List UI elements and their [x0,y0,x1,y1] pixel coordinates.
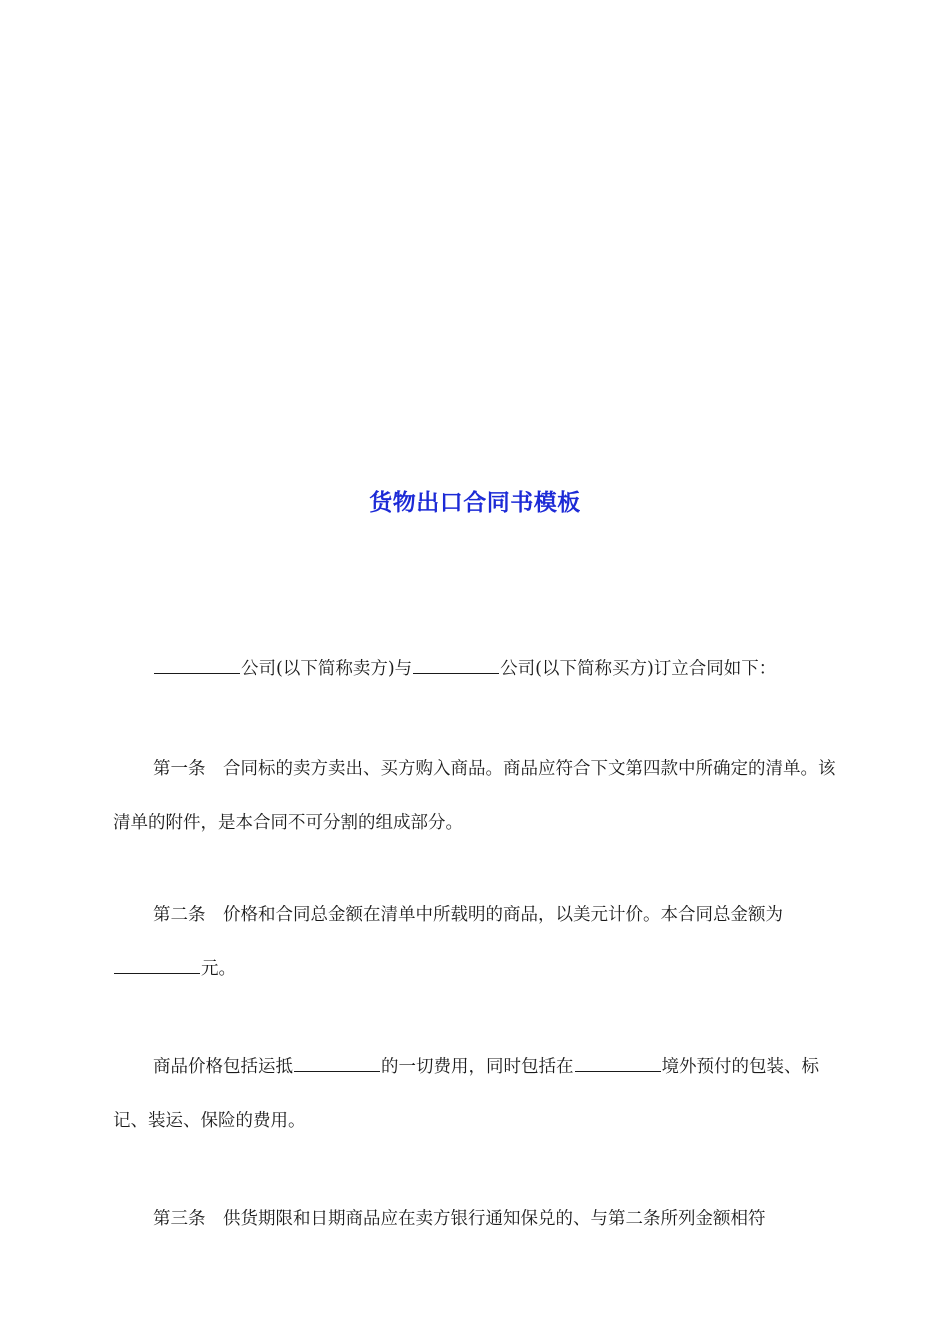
article-1-text: 第一条 合同标的卖方卖出、买方购入商品。商品应符合下文第四款中所确定的清单。该清单的附件，是本合同不可分割的组成部分。 [113,759,836,833]
buyer-name-blank [413,655,499,674]
article-2-text-1: 第二条 价格和合同总金额在清单中所载明的商品，以美元计价。本合同总金额为 [153,905,783,925]
intro-text-2: 公司(以下简称买方)订立合同如下： [500,659,777,679]
article-3-paragraph [113,1192,843,1246]
origin-blank [575,1053,661,1072]
article-2-paragraph [113,888,843,996]
intro-paragraph [113,642,843,696]
intro-text-1: 公司(以下简称卖方)与 [241,659,413,679]
seller-name-blank [154,655,240,674]
price-clause-text-1: 商品价格包括运抵 [153,1057,293,1077]
total-amount-blank [114,955,200,974]
price-clause-text-2: 的一切费用，同时包括在 [381,1057,574,1077]
article-2-text-2: 元。 [201,959,236,979]
article-3-text: 第三条 供货期限和日期商品应在卖方银行通知保兑的、与第二条所列金额相符 [153,1209,766,1229]
article-1-paragraph [113,742,843,850]
price-clause-text-3: 境外预付的包装、标记、装运、保险的费用。 [113,1057,819,1131]
document-title: 货物出口合同书模板 [369,490,581,516]
destination-blank [294,1053,380,1072]
price-clause-paragraph [113,1040,843,1148]
